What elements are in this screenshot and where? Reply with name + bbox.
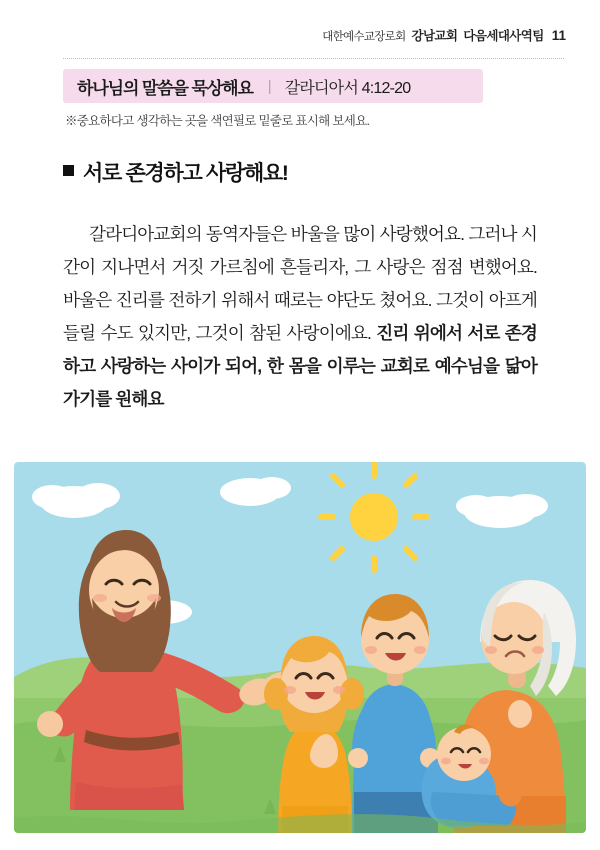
denomination-label: 대한예수교장로회 bbox=[322, 31, 406, 43]
page-header bbox=[322, 26, 566, 44]
header-divider bbox=[63, 58, 564, 59]
title-separator: | bbox=[267, 77, 272, 95]
church-name-label: 강남교회 bbox=[411, 29, 458, 43]
scripture-reference: 갈라디아서 4:12-20 bbox=[284, 79, 411, 97]
body-text-bold: 진리 위에서 서로 존경하고 사랑하는 사이가 되어, 한 몸을 이루는 교회로 예수님을 닮아가기를 원해요 bbox=[63, 322, 537, 409]
page-number: 11 bbox=[551, 28, 566, 43]
section-title-text: 하나님의 말씀을 묵상해요 bbox=[77, 78, 253, 98]
instruction-note: ※중요하다고 생각하는 곳을 색연필로 밑줄로 표시해 보세요. bbox=[65, 114, 370, 128]
square-bullet-icon bbox=[63, 165, 74, 176]
body-paragraph bbox=[63, 218, 537, 416]
team-name-label: 다음세대사역팀 bbox=[463, 29, 544, 43]
subsection-heading bbox=[63, 157, 288, 187]
subsection-heading-text: 서로 존경하고 사랑해요! bbox=[83, 162, 288, 185]
body-text-normal: 갈라디아교회의 동역자들은 바울을 많이 사랑했어요. 그러나 시간이 지나면서 거짓 가르침에 흔들리자, 그 사랑은 점점 변했어요. 바울은 진리를 전하기 위해서 때로는 야단도 쳤어요. 그것이 아프게 들릴 수도 있지만, 그것이 참된 사랑이에요. bbox=[63, 223, 537, 343]
section-title-bar bbox=[63, 69, 483, 103]
jesus-with-family-illustration bbox=[14, 462, 586, 833]
